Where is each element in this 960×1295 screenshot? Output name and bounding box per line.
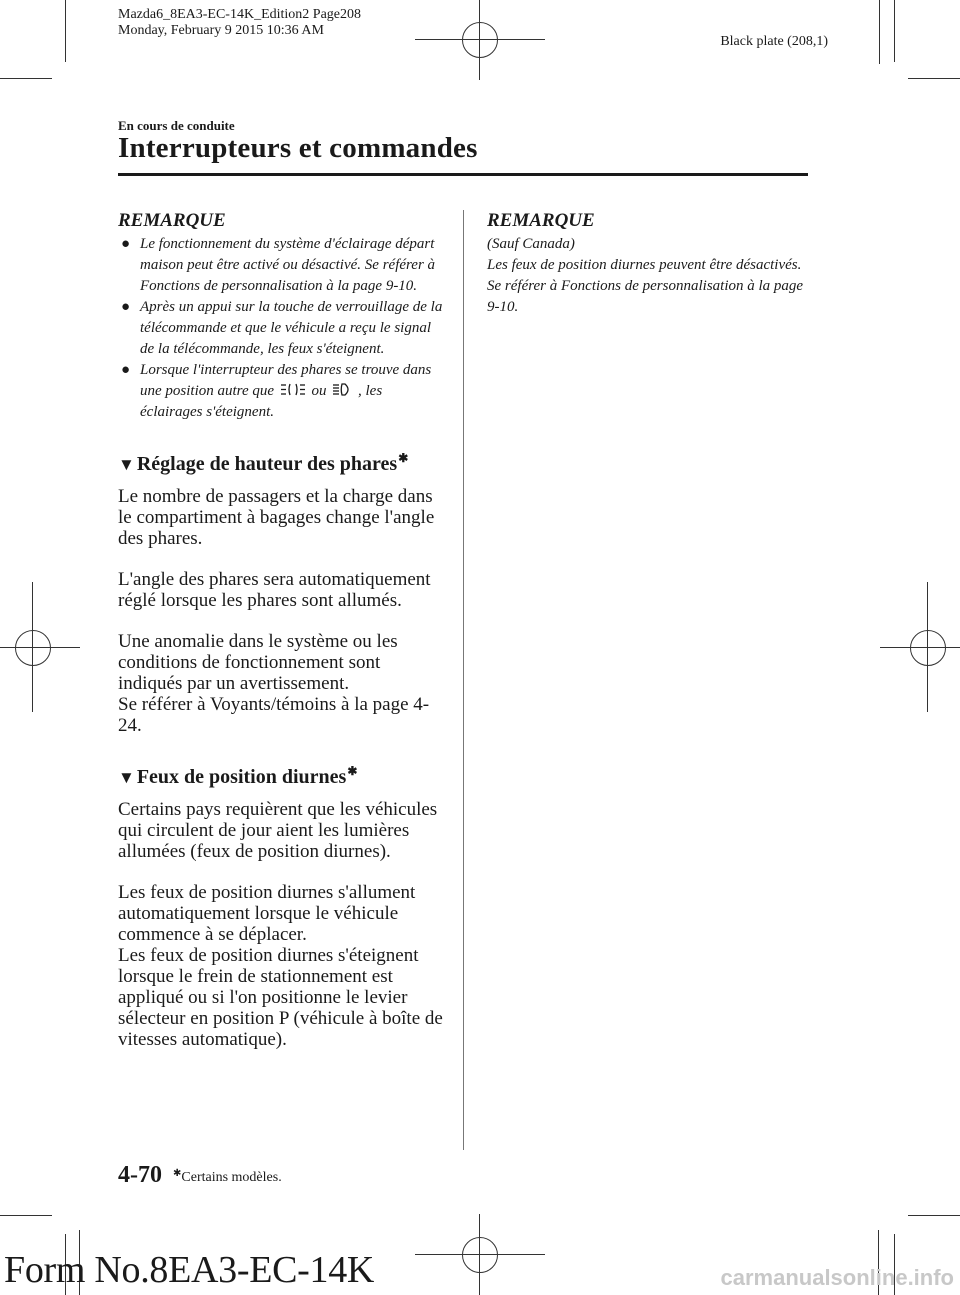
triangle-icon: ▼ bbox=[118, 455, 135, 474]
print-info bbox=[118, 7, 361, 39]
title-rule bbox=[118, 173, 808, 176]
note-paragraph: (Sauf Canada) bbox=[487, 236, 575, 252]
note-item-text: Le fonctionnement du système d'éclairage départ maison peut être activé ou désactivé. Se référer à Fonctions de personnalisation à la page 9-10. bbox=[140, 236, 436, 294]
section-title: Réglage de hauteur des phares bbox=[136, 453, 398, 475]
page-number: 4-70 bbox=[118, 1162, 162, 1188]
form-number: Form No.8EA3-EC-14K bbox=[4, 1249, 375, 1291]
note-item-text: Lorsque l'interrupteur des phares se trouve dans une position autre que bbox=[140, 362, 432, 399]
note-paragraph: Les feux de position diurnes peuvent être désactivés. bbox=[487, 257, 802, 273]
section-title: Feux de position diurnes bbox=[136, 766, 347, 788]
plate-label: Black plate (208,1) bbox=[720, 34, 828, 49]
body-paragraph: Une anomalie dans le système ou les conditions de fonctionnement sont indiqués par un avertissement. bbox=[118, 631, 398, 694]
right-column bbox=[487, 210, 812, 318]
asterisk-icon: ✱ bbox=[173, 1168, 182, 1179]
triangle-icon: ▼ bbox=[118, 768, 135, 787]
body-paragraph: Se référer à Voyants/témoins à la page 4-24. bbox=[118, 694, 430, 736]
body-paragraph: Les feux de position diurnes s'éteignent lorsque le frein de stationnement est appliqué ou si l'on positionne le levier sélecteur en position P (véhicule à boîte de vitesses automatique). bbox=[118, 945, 443, 1050]
section-label: En cours de conduite bbox=[118, 118, 235, 133]
asterisk-icon: ✱ bbox=[347, 764, 358, 778]
note-item bbox=[118, 297, 443, 360]
bullet-icon: ● bbox=[121, 362, 131, 378]
footnote-text: Certains modèles. bbox=[181, 1170, 282, 1185]
column-divider bbox=[463, 210, 464, 1150]
body-paragraph: Le nombre de passagers et la charge dans le compartiment à bagages change l'angle des phares. bbox=[118, 486, 435, 549]
section-heading bbox=[118, 758, 443, 791]
print-info-line: Mazda6_8EA3-EC-14K_Edition2 Page208 bbox=[118, 7, 362, 22]
headlight-icon bbox=[332, 382, 352, 397]
note-heading: REMARQUE bbox=[487, 210, 595, 231]
note-item-text: , les éclairages s'éteignent. bbox=[140, 383, 383, 420]
body-paragraph: Les feux de position diurnes s'allument automatiquement lorsque le véhicule commence à se déplacer. bbox=[118, 882, 416, 945]
chapter-title: Interrupteurs et commandes bbox=[118, 132, 478, 164]
parking-light-icon bbox=[280, 382, 306, 397]
note-item-text: Après un appui sur la touche de verrouillage de la télécommande et que le véhicule a reçu le signal de la télécommande, les feux s'éteignent. bbox=[140, 299, 443, 357]
footnote bbox=[173, 1168, 282, 1186]
asterisk-icon: ✱ bbox=[398, 451, 409, 465]
body-paragraph: L'angle des phares sera automatiquement réglé lorsque les phares sont allumés. bbox=[118, 569, 431, 611]
note-item bbox=[118, 234, 443, 297]
bullet-icon: ● bbox=[121, 236, 131, 252]
print-info-line: Monday, February 9 2015 10:36 AM bbox=[118, 23, 324, 38]
note-box bbox=[118, 210, 443, 423]
left-column bbox=[118, 210, 443, 1070]
note-list bbox=[118, 234, 443, 423]
section-heading bbox=[118, 445, 443, 478]
bullet-icon: ● bbox=[121, 299, 131, 315]
body-paragraph: Certains pays requièrent que les véhicules qui circulent de jour aient les lumières allumées (feux de position diurnes). bbox=[118, 799, 438, 862]
note-paragraph: Se référer à Fonctions de personnalisation à la page 9-10. bbox=[487, 278, 804, 315]
note-heading: REMARQUE bbox=[118, 210, 226, 231]
note-item-text: ou bbox=[311, 383, 327, 399]
watermark: carmanualsonline.info bbox=[720, 1265, 954, 1290]
note-item bbox=[118, 360, 443, 423]
